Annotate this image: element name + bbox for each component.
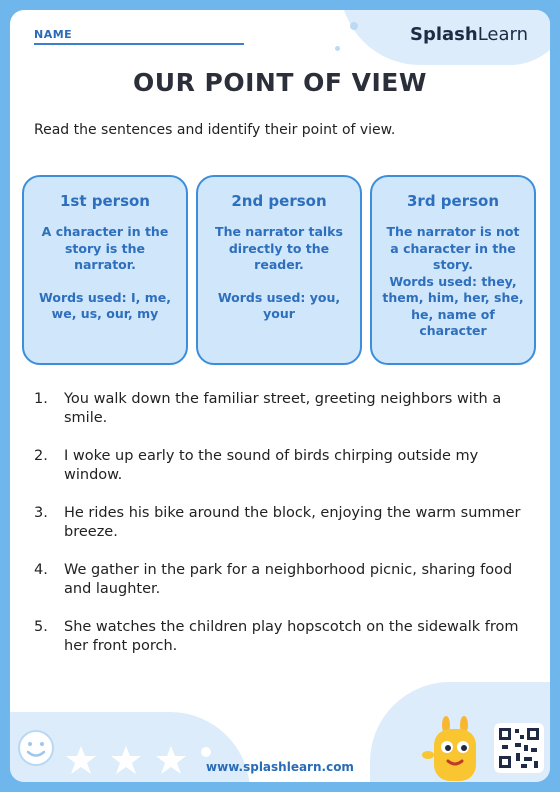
card-title: 2nd person bbox=[231, 192, 327, 210]
card-first-person bbox=[22, 175, 188, 365]
card-third-person bbox=[370, 175, 536, 365]
sentence-text: She watches the children play hopscotch on the sidewalk from her front porch. bbox=[64, 619, 519, 654]
card-title: 1st person bbox=[60, 192, 150, 210]
sentence-number: 2. bbox=[34, 448, 48, 464]
card-words-used: Words used: I, me, we, us, our, my bbox=[39, 289, 171, 321]
sentence-item bbox=[34, 390, 534, 428]
sentence-number: 3. bbox=[34, 505, 48, 521]
sentence-item bbox=[34, 618, 534, 656]
brand-logo-light: Learn bbox=[477, 24, 528, 45]
sentence-text: I woke up early to the sound of birds chirping outside my window. bbox=[64, 448, 479, 483]
card-definition: The narrator is not a character in the story. bbox=[386, 224, 520, 272]
brand-logo-bold: Splash bbox=[409, 24, 478, 45]
sentence-item bbox=[34, 561, 534, 599]
sentence-item bbox=[34, 447, 534, 485]
card-second-person bbox=[196, 175, 362, 365]
card-body bbox=[198, 224, 360, 323]
sentence-item bbox=[34, 504, 534, 542]
sentence-number: 5. bbox=[34, 619, 48, 635]
footer-url[interactable]: www.splashlearn.com bbox=[206, 760, 354, 774]
sentence-text: We gather in the park for a neighborhood picnic, sharing food and laughter. bbox=[64, 562, 513, 597]
card-body bbox=[24, 224, 186, 323]
sentence-text: He rides his bike around the block, enjoying the warm summer breeze. bbox=[64, 505, 521, 540]
sentence-number: 1. bbox=[34, 391, 48, 407]
card-definition: The narrator talks directly to the reader. bbox=[215, 224, 343, 272]
sentence-list bbox=[34, 390, 534, 675]
card-definition: A character in the story is the narrator. bbox=[41, 224, 169, 272]
sentence-number: 4. bbox=[34, 562, 48, 578]
page-title: OUR POINT OF VIEW bbox=[133, 68, 427, 97]
card-words-used: Words used: they, them, him, her, she, he, name of character bbox=[382, 273, 524, 338]
decorative-dot bbox=[335, 46, 340, 51]
card-body bbox=[372, 224, 534, 340]
decorative-dot bbox=[350, 22, 358, 30]
card-title: 3rd person bbox=[406, 192, 499, 210]
instruction-text: Read the sentences and identify their point of view. bbox=[34, 122, 396, 138]
sentence-text: You walk down the familiar street, greeting neighbors with a smile. bbox=[64, 391, 502, 426]
brand-logo bbox=[410, 24, 528, 45]
name-field[interactable] bbox=[34, 43, 244, 45]
worksheet bbox=[10, 10, 550, 782]
card-words-used: Words used: you, your bbox=[217, 289, 341, 321]
name-label: NAME bbox=[34, 28, 73, 41]
